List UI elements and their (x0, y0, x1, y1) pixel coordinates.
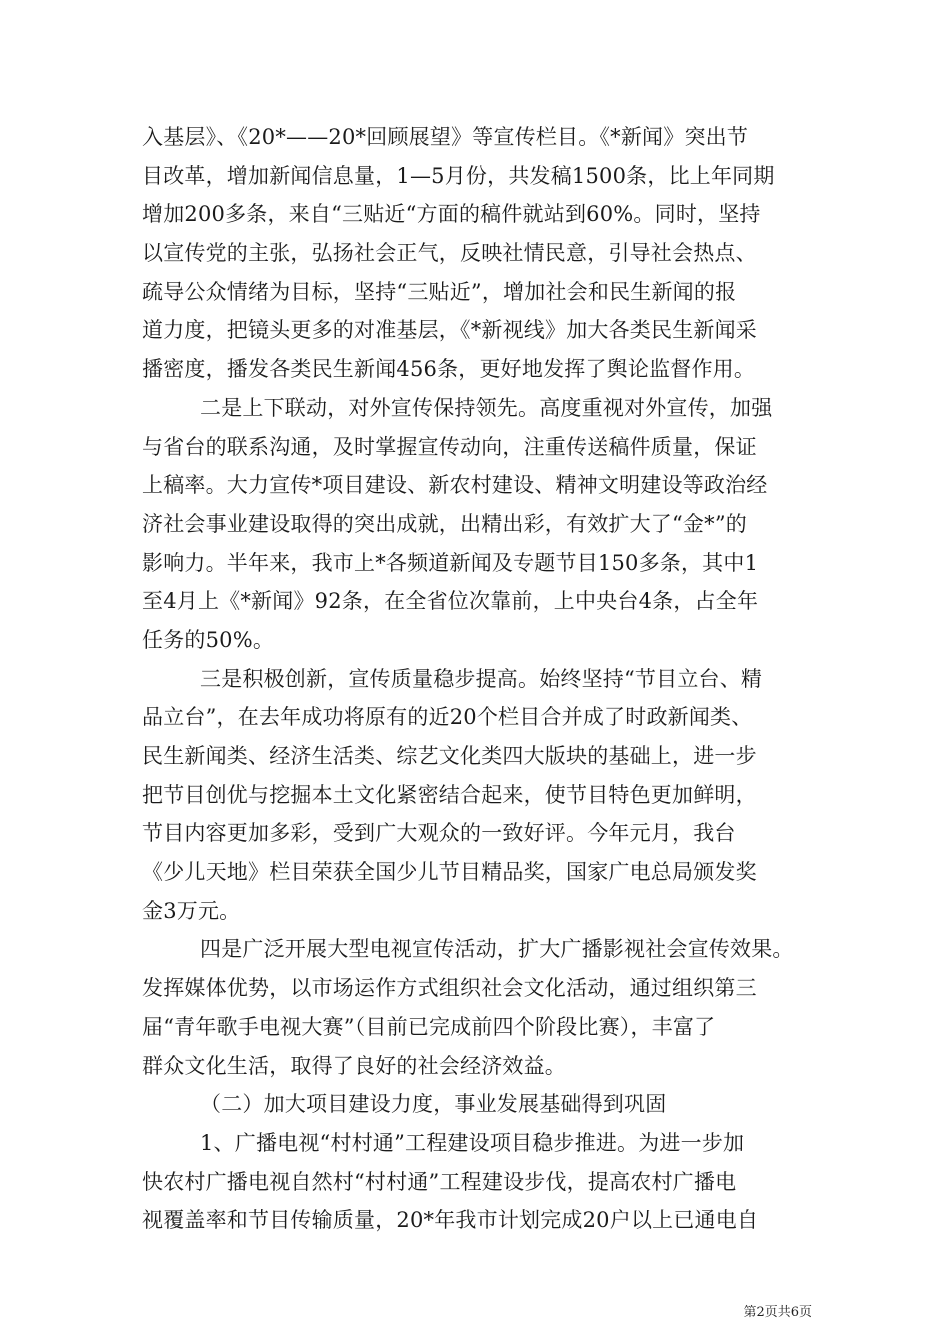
text-line: 济社会事业建设取得的突出成就，出精出彩，有效扩大了“金*”的 (142, 511, 747, 536)
text-line: 把节目创优与挖掘本土文化紧密结合起来，使节目特色更加鲜明， (142, 782, 757, 807)
text-line: 目改革，增加新闻信息量，1—5月份，共发稿1500条，比上年同期 (142, 163, 775, 188)
text-line: 四是广泛开展大型电视宣传活动，扩大广播影视社会宣传效果。 (200, 937, 794, 962)
document-body (142, 118, 812, 1240)
text-line: 增加200多条，来自“三贴近“方面的稿件就站到60%。同时，坚持 (142, 202, 761, 227)
text-line: （二）加大项目建设力度，事业发展基础得到巩固 (200, 1092, 667, 1117)
text-line: 届“青年歌手电视大赛”（目前已完成前四个阶段比赛），丰富了 (142, 1014, 716, 1039)
text-line: 二是上下联动，对外宣传保持领先。高度重视对外宣传，加强 (200, 395, 773, 420)
text-line: 1、广播电视“村村通”工程建设项目稳步推进。为进一步加 (200, 1130, 745, 1155)
text-line: 节目内容更加多彩，受到广大观众的一致好评。今年元月，我台 (142, 821, 736, 846)
text-line: 入基层》、《20*——20*回顾展望》等宣传栏目。《*新闻》突出节 (142, 125, 749, 149)
text-line: 品立台”，在去年成功将原有的近20个栏目合并成了时政新闻类、 (142, 705, 753, 730)
text-line: 播密度，播发各类民生新闻456条，更好地发挥了舆论监督作用。 (142, 357, 756, 382)
text-line: 道力度，把镜头更多的对准基层，《*新视线》加大各类民生新闻采 (142, 318, 757, 343)
text-line: 群众文化生活，取得了良好的社会经济效益。 (142, 1053, 566, 1078)
text-line: 影响力。半年来，我市上*各频道新闻及专题节目150多条，其中1 (142, 550, 759, 575)
text-line: 快农村广播电视自然村“村村通”工程建设步伐，提高农村广播电 (142, 1169, 737, 1194)
text-line: 上稿率。大力宣传*项目建设、新农村建设、精神文明建设等政治经 (142, 473, 768, 498)
page-number: 第2页共6页 (743, 1305, 812, 1320)
text-line: 发挥媒体优势，以市场运作方式组织社会文化活动，通过组织第三 (142, 976, 757, 1001)
text-line: 至4月上《*新闻》92条，在全省位次靠前，上中央台4条，占全年 (142, 589, 759, 614)
text-line: 三是积极创新，宣传质量稳步提高。始终坚持“节目立台、精 (200, 666, 763, 691)
text-line: 民生新闻类、经济生活类、综艺文化类四大版块的基础上，进一步 (142, 744, 757, 768)
text-line: 与省台的联系沟通，及时掌握宣传动向，注重传送稿件质量，保证 (142, 434, 757, 459)
text-line: 《少儿天地》栏目荣获全国少儿节目精品奖，国家广电总局颁发奖 (142, 860, 757, 885)
text-line: 视覆盖率和节目传输质量，20*年我市计划完成20户以上已通电自 (142, 1208, 759, 1233)
text-line: 以宣传党的主张，弘扬社会正气，反映社情民意，引导社会热点、 (142, 241, 757, 266)
text-line: 疏导公众情绪为目标，坚持“三贴近”，增加社会和民生新闻的报 (142, 279, 737, 304)
text-line: 金3万元。 (142, 898, 241, 923)
text-line: 任务的50%。 (142, 627, 275, 652)
